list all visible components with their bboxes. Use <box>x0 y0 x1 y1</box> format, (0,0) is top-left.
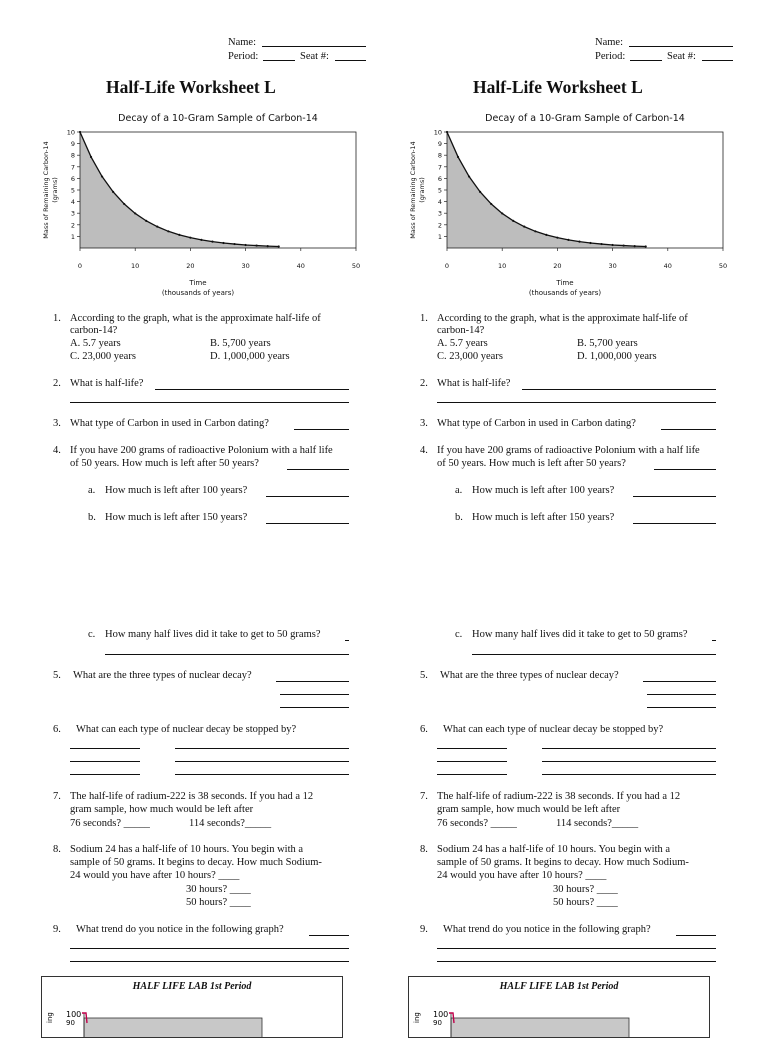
q7-number: 7. <box>420 791 428 802</box>
lab-ylabel: ing <box>413 1012 421 1023</box>
q7-text-line3b[interactable]: 114 seconds?_____ <box>189 818 272 829</box>
data-point <box>501 212 503 214</box>
q6-answer-line[interactable] <box>70 761 140 762</box>
q7-text-line2: gram sample, how much would be left after <box>70 804 254 815</box>
data-point <box>567 239 569 241</box>
name-label: Name: <box>228 37 256 48</box>
x-tick-label: 20 <box>186 262 195 270</box>
data-point <box>112 191 114 193</box>
y-axis-label: Mass of Remaining Carbon-14 <box>42 141 50 239</box>
q4a-answer-line[interactable] <box>633 496 716 497</box>
q1-choice-c[interactable]: C. 23,000 years <box>70 351 136 362</box>
decay-area <box>447 132 646 248</box>
y-tick-label: 1 <box>437 232 442 241</box>
q6-answer-line[interactable] <box>70 748 140 749</box>
q9-number: 9. <box>53 924 61 935</box>
seat-label: Seat #: <box>300 50 329 62</box>
q1-number: 1. <box>53 313 61 324</box>
x-axis-label: Time <box>556 279 574 287</box>
x-axis-sublabel: (thousands of years) <box>528 289 602 297</box>
period-label: Period: <box>595 50 626 62</box>
q4c-label: c. <box>455 629 463 640</box>
q1-choice-c[interactable]: C. 23,000 years <box>437 351 503 362</box>
q1-choice-a[interactable]: A. 5.7 years <box>70 338 121 349</box>
data-point <box>156 226 158 228</box>
y-tick-label: 9 <box>70 140 75 149</box>
q2-number: 2. <box>53 378 61 389</box>
q8-text-line4[interactable]: 30 hours? ____ <box>553 884 618 895</box>
y-tick-label: 9 <box>437 140 442 149</box>
x-axis-label: Time <box>189 279 207 287</box>
q5-number: 5. <box>420 670 428 681</box>
q5-answer-line[interactable] <box>280 694 349 695</box>
data-point <box>200 239 202 241</box>
lab-chart-plot <box>42 1003 342 1037</box>
data-point <box>256 244 258 246</box>
q6-answer-line[interactable] <box>437 748 507 749</box>
decay-chart <box>36 124 366 300</box>
y-tick-label: 6 <box>70 174 75 183</box>
q6-answer-line[interactable] <box>542 748 716 749</box>
x-tick-label: 30 <box>608 262 617 270</box>
data-point <box>490 203 492 205</box>
header <box>595 36 696 63</box>
data-point <box>556 237 558 239</box>
x-tick-label: 10 <box>131 262 140 270</box>
lab-ytick: 100 <box>66 1010 82 1019</box>
half-life-lab-chart <box>41 976 343 1038</box>
q6-answer-line[interactable] <box>542 774 716 775</box>
x-tick-label: 0 <box>444 262 450 270</box>
q9-answer-line[interactable] <box>437 948 716 949</box>
q4c-answer-line[interactable] <box>712 640 716 641</box>
data-point <box>545 234 547 236</box>
seat-field[interactable] <box>335 51 366 61</box>
q4c-text: How many half lives did it take to get to 50 grams? <box>472 629 688 640</box>
data-point <box>589 242 591 244</box>
data-point <box>578 241 580 243</box>
q7-text-line2: gram sample, how much would be left after <box>437 804 621 815</box>
y-tick-label: 6 <box>437 174 442 183</box>
q4-number: 4. <box>53 445 61 456</box>
lab-ytick: 90 <box>66 1019 75 1027</box>
q7-number: 7. <box>53 791 61 802</box>
lab-plot-area <box>451 1018 629 1037</box>
q3-text: What type of Carbon in used in Carbon dating? <box>70 418 269 429</box>
q4b-text: How much is left after 150 years? <box>105 512 248 523</box>
q4a-text: How much is left after 100 years? <box>472 485 615 496</box>
data-point <box>233 243 235 245</box>
q9-text: What trend do you notice in the following graph? <box>76 924 284 935</box>
name-field[interactable] <box>262 37 366 47</box>
q1-choice-d[interactable]: D. 1,000,000 years <box>210 351 290 362</box>
q6-text: What can each type of nuclear decay be stopped by? <box>76 724 297 735</box>
data-point <box>479 191 481 193</box>
worksheet-right <box>367 0 751 1027</box>
q8-number: 8. <box>53 844 61 855</box>
lab-chart-title: HALF LIFE LAB 1st Period <box>499 981 619 992</box>
y-tick-label: 3 <box>437 209 442 218</box>
x-tick-label: 40 <box>663 262 672 270</box>
q1-text-line2: carbon-14? <box>437 325 485 336</box>
q4-text-line1: If you have 200 grams of radioactive Polonium with a half life <box>70 445 333 456</box>
chart-title: Decay of a 10-Gram Sample of Carbon-14 <box>485 113 685 124</box>
data-point <box>222 242 224 244</box>
lab-ytick: 100 <box>433 1010 449 1019</box>
q5-text: What are the three types of nuclear decay? <box>73 670 252 681</box>
q5-number: 5. <box>53 670 61 681</box>
q4a-label: a. <box>455 485 463 496</box>
q5-text: What are the three types of nuclear decay? <box>440 670 619 681</box>
q4a-text: How much is left after 100 years? <box>105 485 248 496</box>
q2-answer-line[interactable] <box>70 402 349 403</box>
q4c-text: How many half lives did it take to get to 50 grams? <box>105 629 321 640</box>
x-axis-sublabel: (thousands of years) <box>161 289 235 297</box>
q3-text: What type of Carbon in used in Carbon dating? <box>437 418 636 429</box>
q5-answer-line[interactable] <box>647 707 716 708</box>
q9-answer-line[interactable] <box>437 961 716 962</box>
data-point <box>145 220 147 222</box>
data-point <box>267 245 269 247</box>
q6-answer-line[interactable] <box>175 774 349 775</box>
q8-text-line1: Sodium 24 has a half-life of 10 hours. You begin with a <box>70 844 304 855</box>
y-tick-label: 10 <box>433 128 442 137</box>
q3-answer-line[interactable] <box>294 429 349 430</box>
data-point <box>90 156 92 158</box>
q6-answer-line[interactable] <box>70 774 140 775</box>
q1-choice-a[interactable]: A. 5.7 years <box>437 338 488 349</box>
y-tick-label: 8 <box>437 151 442 160</box>
data-point <box>211 241 213 243</box>
q4a-label: a. <box>88 485 96 496</box>
decay-area <box>80 132 279 248</box>
y-tick-label: 5 <box>437 186 442 195</box>
q6-answer-line[interactable] <box>437 761 507 762</box>
q4-text-line2: of 50 years. How much is left after 50 years? <box>437 458 626 469</box>
y-tick-label: 3 <box>70 209 75 218</box>
y-tick-label: 8 <box>70 151 75 160</box>
q9-answer-line[interactable] <box>676 935 716 936</box>
y-tick-label: 1 <box>70 232 75 241</box>
decay-chart <box>403 124 733 300</box>
name-label: Name: <box>595 37 623 48</box>
q4c-label: c. <box>88 629 96 640</box>
q8-text-line5[interactable]: 50 hours? ____ <box>186 897 251 908</box>
q6-text: What can each type of nuclear decay be stopped by? <box>443 724 664 735</box>
q6-answer-line[interactable] <box>542 761 716 762</box>
lab-ylabel: ing <box>46 1012 54 1023</box>
y-tick-label: 4 <box>437 198 442 207</box>
q4b-label: b. <box>88 512 96 523</box>
x-tick-label: 50 <box>351 262 361 270</box>
y-axis-label: Mass of Remaining Carbon-14 <box>409 141 417 239</box>
q4c-answer-line[interactable] <box>472 654 716 655</box>
q5-answer-line[interactable] <box>643 681 716 682</box>
worksheet-title: Half-Life Worksheet L <box>106 77 276 97</box>
q1-text-line1: According to the graph, what is the approximate half-life of <box>437 313 688 324</box>
x-tick-label: 20 <box>553 262 562 270</box>
y-tick-label: 7 <box>437 163 442 172</box>
lab-ytick: 90 <box>433 1019 442 1027</box>
lab-chart-title: HALF LIFE LAB 1st Period <box>132 981 252 992</box>
y-tick-label: 5 <box>70 186 75 195</box>
q4-number: 4. <box>420 445 428 456</box>
q4-text-line1: If you have 200 grams of radioactive Polonium with a half life <box>437 445 700 456</box>
period-field[interactable] <box>263 51 295 61</box>
q4-text-line2: of 50 years. How much is left after 50 years? <box>70 458 259 469</box>
data-point <box>512 220 514 222</box>
q9-text: What trend do you notice in the following graph? <box>443 924 651 935</box>
data-point <box>645 245 647 247</box>
y-tick-label: 10 <box>66 128 75 137</box>
lab-plot-area <box>84 1018 262 1037</box>
x-tick-label: 0 <box>77 262 83 270</box>
data-point <box>534 230 536 232</box>
q7-text-line3a[interactable]: 76 seconds? _____ <box>70 818 150 829</box>
worksheet-left <box>0 0 384 1027</box>
y-axis-sublabel: (grams) <box>51 177 59 203</box>
period-label: Period: <box>228 50 259 62</box>
q7-text-line3b[interactable]: 114 seconds?_____ <box>556 818 639 829</box>
data-point <box>612 244 614 246</box>
q2-answer-line[interactable] <box>155 389 349 390</box>
q5-answer-line[interactable] <box>276 681 349 682</box>
q4c-answer-line[interactable] <box>105 654 349 655</box>
data-point <box>634 245 636 247</box>
q4b-answer-line[interactable] <box>266 523 349 524</box>
q1-choice-b[interactable]: B. 5,700 years <box>577 338 638 349</box>
q5-answer-line[interactable] <box>280 707 349 708</box>
data-point <box>600 243 602 245</box>
data-point <box>245 244 247 246</box>
q8-text-line4[interactable]: 30 hours? ____ <box>186 884 251 895</box>
q6-answer-line[interactable] <box>175 748 349 749</box>
header <box>228 36 329 63</box>
half-life-lab-chart <box>408 976 710 1038</box>
worksheet-title: Half-Life Worksheet L <box>473 77 643 97</box>
data-point <box>189 237 191 239</box>
data-point <box>623 244 625 246</box>
data-point <box>178 234 180 236</box>
q7-text-line3a[interactable]: 76 seconds? _____ <box>437 818 517 829</box>
q1-number: 1. <box>420 313 428 324</box>
q8-number: 8. <box>420 844 428 855</box>
data-point <box>278 245 280 247</box>
q3-number: 3. <box>53 418 61 429</box>
data-point <box>523 226 525 228</box>
q1-choice-b[interactable]: B. 5,700 years <box>210 338 271 349</box>
y-tick-label: 7 <box>70 163 75 172</box>
q5-answer-line[interactable] <box>647 694 716 695</box>
q9-answer-line[interactable] <box>70 948 349 949</box>
y-tick-label: 4 <box>70 198 75 207</box>
seat-field[interactable] <box>702 51 733 61</box>
data-point <box>101 175 103 177</box>
q4c-answer-line[interactable] <box>345 640 349 641</box>
q9-answer-line[interactable] <box>309 935 349 936</box>
x-tick-label: 40 <box>296 262 305 270</box>
period-field[interactable] <box>630 51 662 61</box>
q4-answer-line[interactable] <box>287 469 349 470</box>
q1-text-line2: carbon-14? <box>70 325 118 336</box>
q8-text-line1: Sodium 24 has a half-life of 10 hours. You begin with a <box>437 844 671 855</box>
q4b-text: How much is left after 150 years? <box>472 512 615 523</box>
data-point <box>123 203 125 205</box>
x-tick-label: 50 <box>718 262 728 270</box>
q6-number: 6. <box>420 724 428 735</box>
data-point <box>457 156 459 158</box>
y-axis-sublabel: (grams) <box>418 177 426 203</box>
seat-label: Seat #: <box>667 50 696 62</box>
q8-text-line5[interactable]: 50 hours? ____ <box>553 897 618 908</box>
q8-text-line3[interactable]: 24 would you have after 10 hours? ____ <box>437 870 607 881</box>
q4a-answer-line[interactable] <box>266 496 349 497</box>
q2-text: What is half-life? <box>437 378 511 389</box>
q8-text-line2: sample of 50 grams. It begins to decay. How much Sodium- <box>70 857 322 868</box>
q2-text: What is half-life? <box>70 378 144 389</box>
q2-number: 2. <box>420 378 428 389</box>
x-tick-label: 30 <box>241 262 250 270</box>
q7-text-line1: The half-life of radium-222 is 38 seconds. If you had a 12 <box>437 791 681 802</box>
q8-text-line3[interactable]: 24 would you have after 10 hours? ____ <box>70 870 240 881</box>
q1-text-line1: According to the graph, what is the approximate half-life of <box>70 313 321 324</box>
q8-text-line2: sample of 50 grams. It begins to decay. How much Sodium- <box>437 857 689 868</box>
name-field[interactable] <box>629 37 733 47</box>
chart-title: Decay of a 10-Gram Sample of Carbon-14 <box>118 113 318 124</box>
q4b-label: b. <box>455 512 463 523</box>
q6-number: 6. <box>53 724 61 735</box>
data-point <box>468 175 470 177</box>
x-tick-label: 10 <box>498 262 507 270</box>
q1-choice-d[interactable]: D. 1,000,000 years <box>577 351 657 362</box>
y-tick-label: 2 <box>70 221 75 230</box>
q4b-answer-line[interactable] <box>633 523 716 524</box>
data-point <box>167 230 169 232</box>
q6-answer-line[interactable] <box>437 774 507 775</box>
q2-answer-line[interactable] <box>522 389 716 390</box>
data-point <box>134 212 136 214</box>
q7-text-line1: The half-life of radium-222 is 38 seconds. If you had a 12 <box>70 791 314 802</box>
q4-answer-line[interactable] <box>654 469 716 470</box>
q6-answer-line[interactable] <box>175 761 349 762</box>
q2-answer-line[interactable] <box>437 402 716 403</box>
q3-answer-line[interactable] <box>661 429 716 430</box>
lab-chart-plot <box>409 1003 709 1037</box>
y-tick-label: 2 <box>437 221 442 230</box>
q9-number: 9. <box>420 924 428 935</box>
q3-number: 3. <box>420 418 428 429</box>
q9-answer-line[interactable] <box>70 961 349 962</box>
